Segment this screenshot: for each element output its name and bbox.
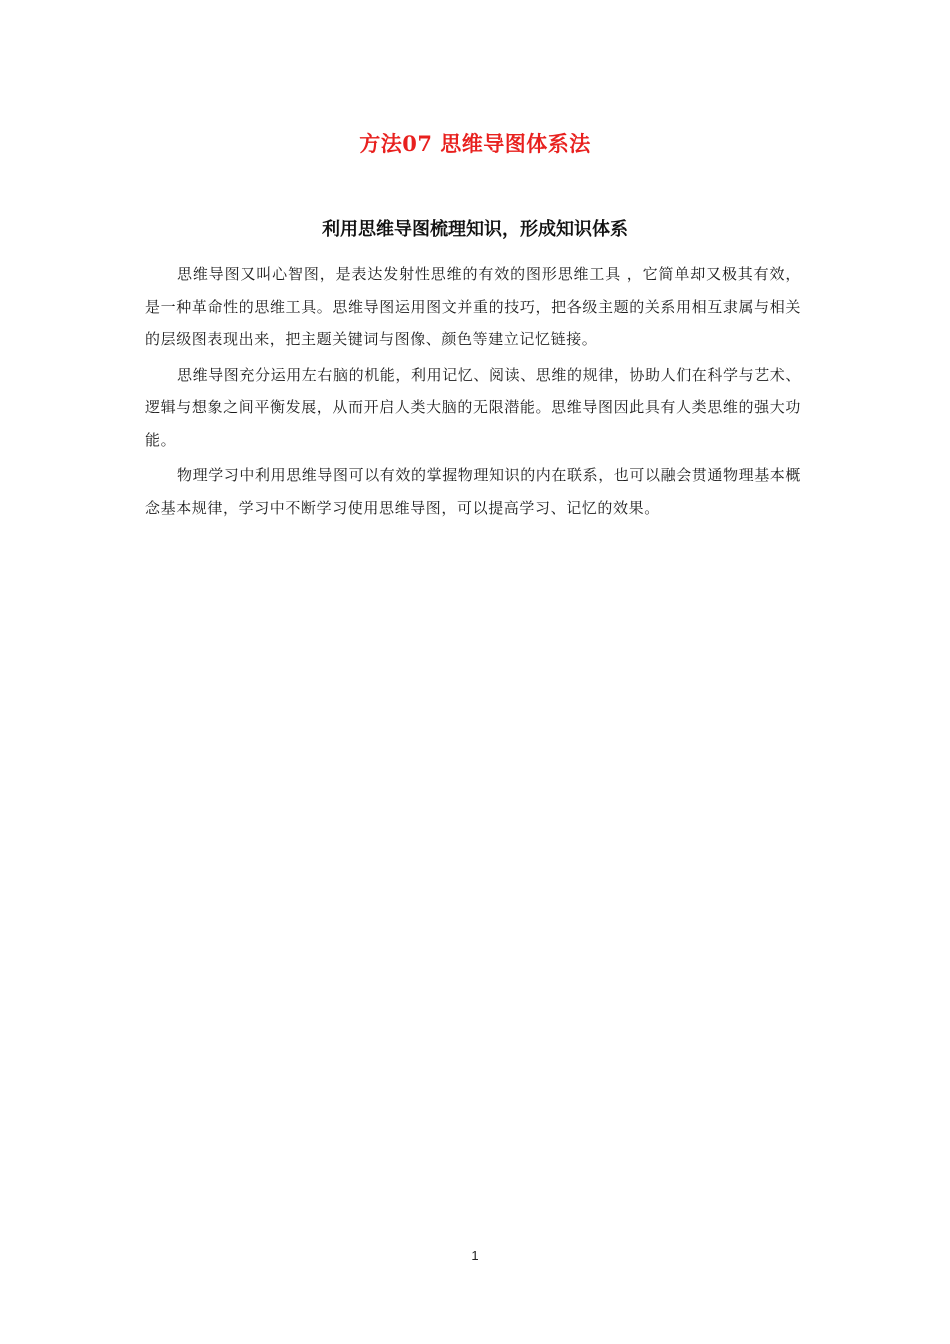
paragraph-1: 思维导图又叫心智图，是表达发射性思维的有效的图形思维工具 ，它简单却又极其有效，是一种革命性的思维工具。思维导图运用图文并重的技巧，把各级主题的关系用相互隶属与相关的层级图表现出来，把主题关键词与图像、颜色等建立记忆链接。 [145, 265, 801, 348]
paragraph-2: 思维导图充分运用左右脑的机能，利用记忆、阅读、思维的规律，协助人们在科学与艺术、逻辑与想象之间平衡发展，从而开启人类大脑的无限潜能。思维导图因此具有人类思维的强大功能。 [145, 365, 802, 449]
page-number: 1 [471, 1248, 479, 1263]
body-text [145, 258, 801, 527]
section-heading: 利用思维导图梳理知识，形成知识体系 [322, 219, 628, 240]
page-title: 方法07 思维导图体系法 [359, 131, 591, 156]
paragraph-3: 物理学习中利用思维导图可以有效的掌握物理知识的内在联系，也可以融会贯通物理基本概念基本规律，学习中不断学习使用思维导图，可以提高学习、记忆的效果。 [145, 466, 802, 517]
